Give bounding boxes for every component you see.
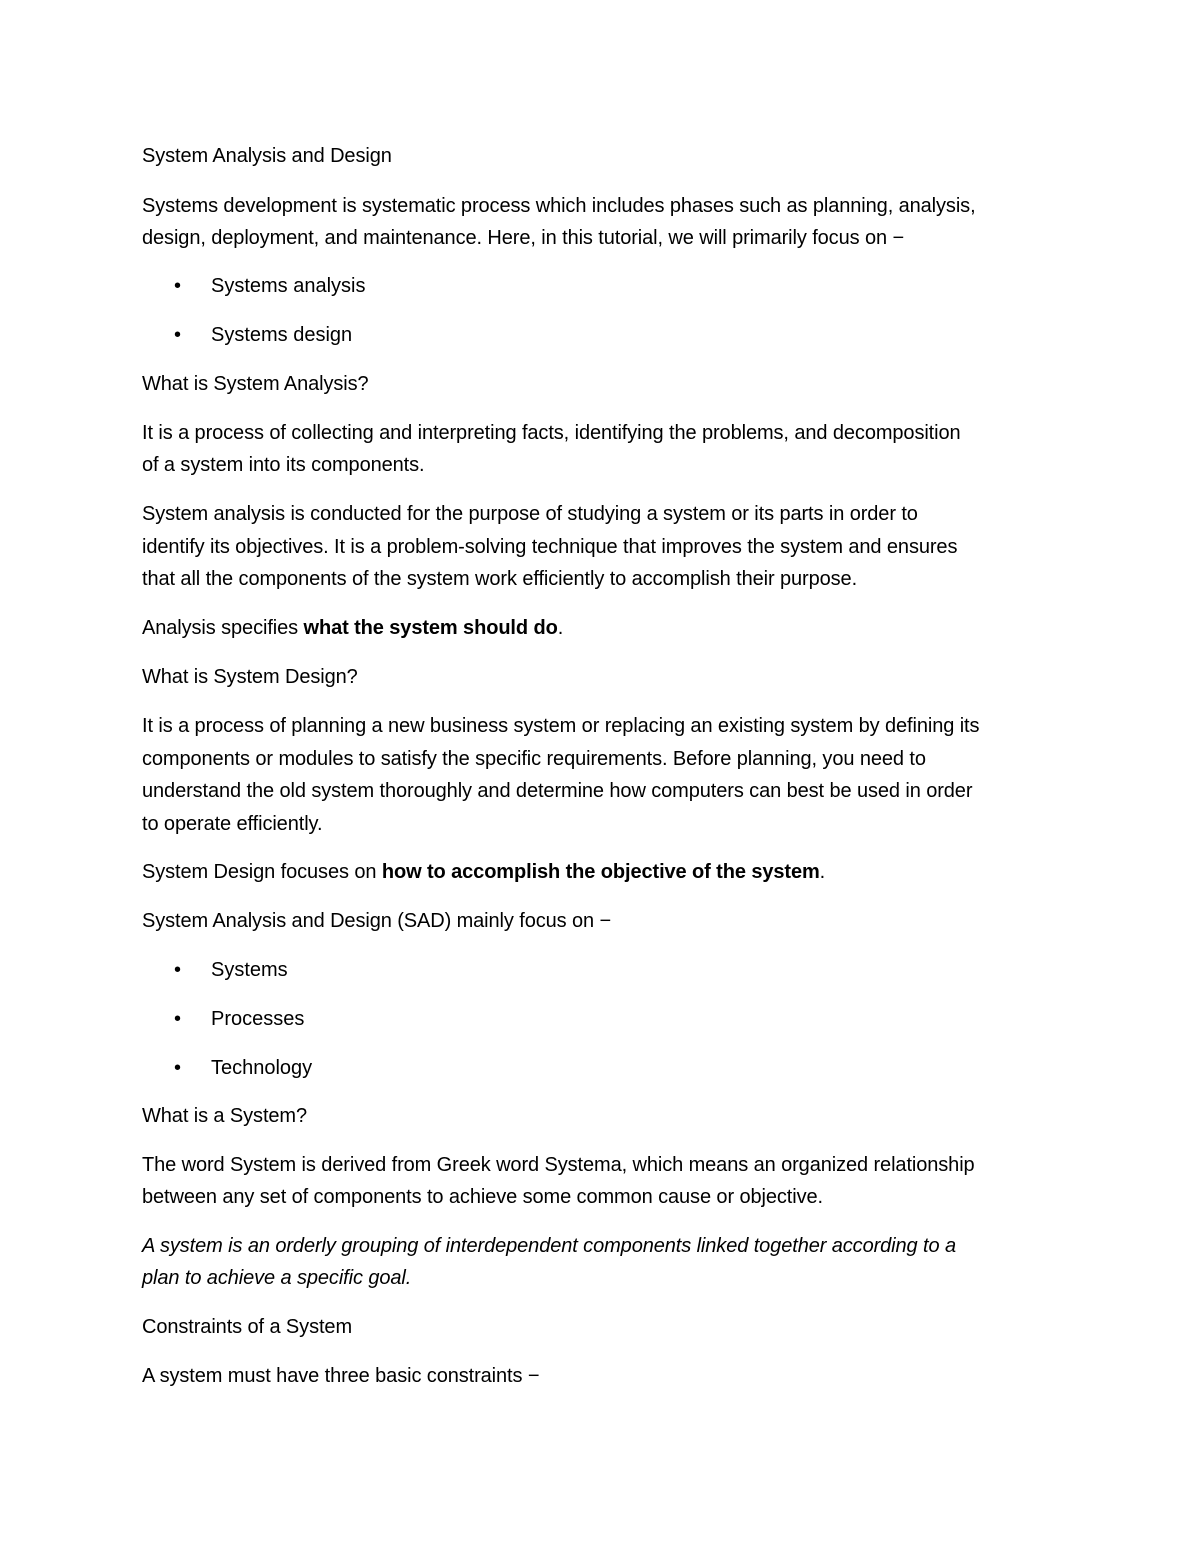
intro-line-1: Systems development is systematic process which includes phases such as planning, analysis, (142, 195, 976, 217)
analysis-p2-line-3: that all the components of the system work efficiently to accomplish their purpose. (142, 568, 858, 590)
bullet-icon: • (174, 324, 182, 346)
list-item: Systems design (211, 324, 353, 346)
list-item: Technology (211, 1057, 313, 1079)
analysis-p1-line-2: of a system into its components. (142, 454, 425, 476)
design-focus-bold: how to accomplish the objective of the system (381, 861, 820, 883)
system-p1-line-1: The word System is derived from Greek word Systema, which means an organized relationship (142, 1154, 975, 1176)
analysis-spec-suffix: . (557, 617, 564, 639)
design-focuses-line (142, 856, 825, 888)
analysis-p1-line-1: It is a process of collecting and interpreting facts, identifying the problems, and decomposition (142, 422, 961, 444)
heading-what-is-system: What is a System? (142, 1105, 308, 1127)
list-item: Processes (211, 1008, 305, 1030)
intro-line-2: design, deployment, and maintenance. Here, in this tutorial, we will primarily focus on − (142, 227, 905, 249)
heading-system-analysis: What is System Analysis? (142, 373, 369, 395)
heading-system-design: What is System Design? (142, 666, 358, 688)
constraints-intro: A system must have three basic constraints − (142, 1365, 540, 1387)
list-item: Systems analysis (211, 275, 366, 297)
design-focus-suffix: . (819, 861, 826, 883)
design-p1-line-2: components or modules to satisfy the specific requirements. Before planning, you need to (142, 748, 926, 770)
design-p1-line-4: to operate efficiently. (142, 813, 323, 835)
analysis-spec-prefix: Analysis specifies (142, 617, 304, 639)
design-p1-line-1: It is a process of planning a new business system or replacing an existing system by defining its (142, 715, 980, 737)
bullet-icon: • (174, 275, 182, 297)
sad-focus-line: System Analysis and Design (SAD) mainly focus on − (142, 910, 612, 932)
design-focus-prefix: System Design focuses on (142, 861, 382, 883)
document-title: System Analysis and Design (142, 145, 392, 167)
system-p1-line-2: between any set of components to achieve some common cause or objective. (142, 1186, 823, 1208)
list-item: Systems (211, 959, 288, 981)
design-p1-line-3: understand the old system thoroughly and determine how computers can best be used in order (142, 780, 973, 802)
analysis-p2-line-1: System analysis is conducted for the purpose of studying a system or its parts in order to (142, 503, 918, 525)
bullet-icon: • (174, 1057, 182, 1079)
analysis-p2-line-2: identify its objectives. It is a problem-solving technique that improves the system and ensures (142, 536, 958, 558)
analysis-spec-bold: what the system should do (303, 617, 558, 639)
heading-constraints: Constraints of a System (142, 1316, 353, 1338)
analysis-specifies-line (142, 612, 563, 644)
bullet-icon: • (174, 959, 182, 981)
system-definition-line-2: plan to achieve a specific goal. (142, 1267, 412, 1289)
bullet-icon: • (174, 1008, 182, 1030)
system-definition-line-1: A system is an orderly grouping of interdependent components linked together according to a (142, 1235, 956, 1257)
